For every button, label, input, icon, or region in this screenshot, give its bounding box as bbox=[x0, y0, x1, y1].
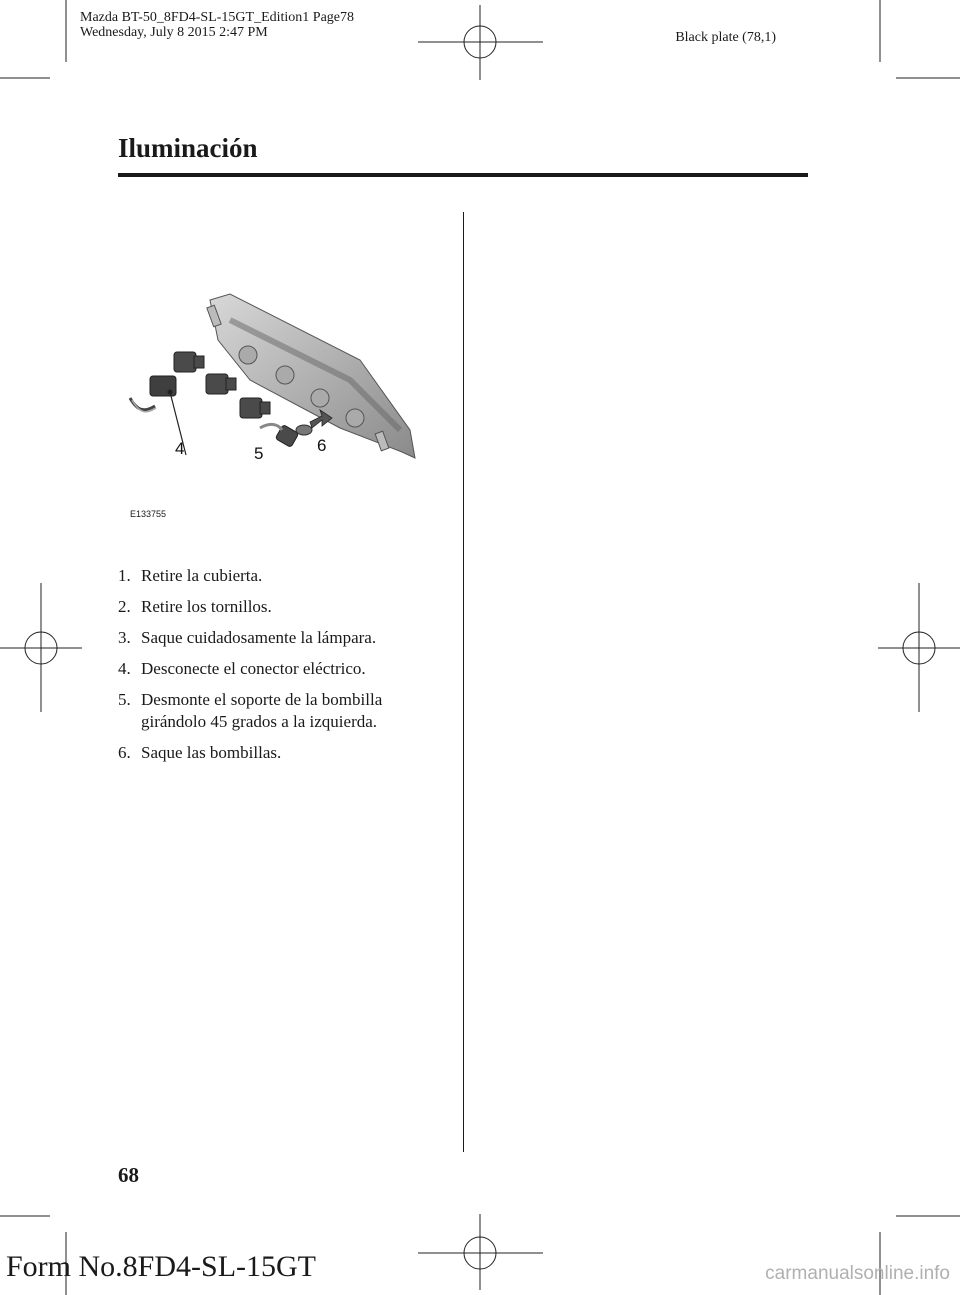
step-text: Saque las bombillas. bbox=[141, 743, 282, 762]
lamp-housing bbox=[210, 294, 415, 458]
section-title: Iluminación bbox=[118, 133, 258, 163]
step-text: Retire los tornillos. bbox=[141, 597, 272, 616]
list-item bbox=[118, 658, 448, 680]
callout-6: 6 bbox=[317, 436, 327, 455]
lamp-removal-illustration bbox=[110, 280, 430, 480]
bulb-holder-2 bbox=[206, 374, 228, 394]
column-divider bbox=[463, 212, 464, 1152]
figure-code: E133755 bbox=[130, 509, 167, 519]
title-rule bbox=[118, 173, 808, 177]
print-header-info bbox=[80, 10, 354, 40]
watermark: carmanualsonline.info bbox=[765, 1263, 950, 1284]
bulb-holder-3 bbox=[240, 398, 262, 418]
rotation-arrow-icon bbox=[260, 424, 282, 430]
step-text: Desconecte el conector eléctrico. bbox=[141, 659, 366, 678]
step-number: 3. bbox=[118, 628, 131, 647]
plate-label: Black plate (78,1) bbox=[675, 30, 776, 45]
list-item bbox=[118, 596, 448, 618]
step-number: 1. bbox=[118, 566, 131, 585]
step-text: Desmonte el soporte de la bombilla girándolo 45 grados a la izquierda. bbox=[141, 690, 383, 731]
bulb bbox=[296, 425, 312, 435]
step-number: 6. bbox=[118, 743, 131, 762]
list-item bbox=[118, 689, 448, 733]
bulb-holder-1 bbox=[174, 352, 196, 372]
form-number: Form No.8FD4-SL-15GT bbox=[6, 1250, 317, 1283]
list-item bbox=[118, 742, 448, 764]
procedure-steps bbox=[118, 565, 448, 773]
step-number: 2. bbox=[118, 597, 131, 616]
list-item bbox=[118, 627, 448, 649]
step-text: Saque cuidadosamente la lámpara. bbox=[141, 628, 377, 647]
callout-4: 4 bbox=[175, 439, 185, 458]
callout-5: 5 bbox=[254, 444, 264, 463]
page-number: 68 bbox=[118, 1163, 139, 1187]
step-number: 4. bbox=[118, 659, 131, 678]
step-number: 5. bbox=[118, 690, 131, 709]
list-item bbox=[118, 565, 448, 587]
print-header-line2: Wednesday, July 8 2015 2:47 PM bbox=[80, 25, 268, 40]
step-text: Retire la cubierta. bbox=[141, 566, 263, 585]
print-header-line1: Mazda BT-50_8FD4-SL-15GT_Edition1 Page78 bbox=[80, 10, 355, 25]
